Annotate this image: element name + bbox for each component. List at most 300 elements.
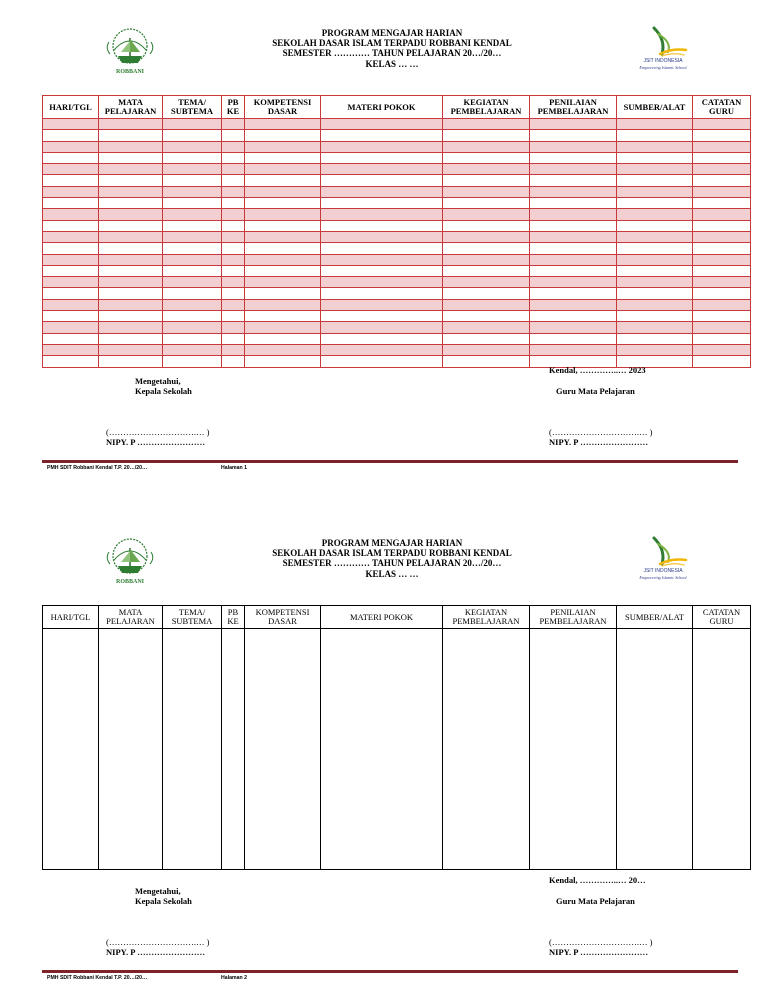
- table-cell: [530, 265, 617, 276]
- teacher-signature: (………………………….… ): [549, 427, 653, 437]
- table-cell: [163, 119, 222, 130]
- table-cell: [245, 265, 321, 276]
- table-cell: [245, 198, 321, 209]
- table-cell: [693, 277, 751, 288]
- table-cell: [321, 152, 443, 163]
- table-cell: [530, 186, 617, 197]
- footer-divider: [42, 970, 738, 973]
- title-line-1: PROGRAM MENGAJAR HARIAN: [321, 28, 463, 38]
- jsit-logo: [632, 534, 694, 584]
- table-cell: [693, 119, 751, 130]
- table-cell: [321, 164, 443, 175]
- table-cell: [443, 209, 530, 220]
- table-row: [43, 130, 751, 141]
- table-cell: [222, 175, 245, 186]
- footer-doc-name: PMH SDIT Robbani Kendal T.P. 20…/20…: [47, 465, 148, 471]
- table-cell: [443, 186, 530, 197]
- table-row: [43, 333, 751, 344]
- table-cell: [99, 175, 163, 186]
- table-cell: [443, 344, 530, 355]
- table-cell: [530, 220, 617, 231]
- table-cell: [222, 164, 245, 175]
- table-cell: [693, 164, 751, 175]
- table-cell: [43, 254, 99, 265]
- table-cell: [99, 164, 163, 175]
- footer-divider: [42, 460, 738, 463]
- table-cell: [222, 629, 245, 870]
- table-cell: [245, 254, 321, 265]
- table-cell: [99, 254, 163, 265]
- table-body: [43, 629, 751, 870]
- table-cell: [43, 209, 99, 220]
- document-page-1: [0, 0, 768, 480]
- table-cell: [222, 152, 245, 163]
- table-cell: [617, 198, 693, 209]
- table-cell: [617, 288, 693, 299]
- table-cell: [99, 231, 163, 242]
- table-cell: [693, 220, 751, 231]
- date-line: Kendal, …………..… 2023: [549, 365, 646, 375]
- table-cell: [99, 288, 163, 299]
- principal-signature: (………………………….… ): [106, 937, 210, 947]
- table-cell: [245, 186, 321, 197]
- table-header-row: [43, 96, 751, 119]
- table-cell: [245, 119, 321, 130]
- title-line-3: SEMESTER ………… TAHUN PELAJARAN 20…/20…: [282, 558, 502, 569]
- table-cell: [693, 152, 751, 163]
- table-cell: [43, 288, 99, 299]
- table-cell: [321, 322, 443, 333]
- acknowledged-block: Mengetahui, Kepala Sekolah: [135, 886, 192, 906]
- table-cell: [617, 186, 693, 197]
- table-cell: [99, 119, 163, 130]
- table-cell: [443, 356, 530, 367]
- col-header-penilaian: PENILAIAN PEMBELAJARAN: [530, 606, 617, 629]
- table-cell: [530, 130, 617, 141]
- table-cell: [222, 231, 245, 242]
- table-cell: [530, 629, 617, 870]
- table-cell: [99, 141, 163, 152]
- table-cell: [43, 629, 99, 870]
- col-header-kegiatan: KEGIATAN PEMBELAJARAN: [443, 96, 530, 119]
- table-cell: [43, 265, 99, 276]
- table-cell: [321, 344, 443, 355]
- table-cell: [321, 277, 443, 288]
- table-cell: [222, 243, 245, 254]
- table-cell: [443, 231, 530, 242]
- table-cell: [222, 141, 245, 152]
- table-cell: [163, 164, 222, 175]
- table-cell: [222, 277, 245, 288]
- table-row: [43, 344, 751, 355]
- table-cell: [99, 277, 163, 288]
- table-cell: [99, 209, 163, 220]
- table-cell: [321, 209, 443, 220]
- table-cell: [443, 152, 530, 163]
- table-cell: [99, 152, 163, 163]
- table-cell: [693, 333, 751, 344]
- table-cell: [163, 299, 222, 310]
- table-cell: [617, 231, 693, 242]
- table-cell: [530, 141, 617, 152]
- table-cell: [245, 333, 321, 344]
- table-cell: [163, 243, 222, 254]
- jsit-logo-text: JSIT INDONESIA: [643, 58, 683, 64]
- table-cell: [163, 130, 222, 141]
- table-cell: [43, 277, 99, 288]
- table-cell: [617, 299, 693, 310]
- document-header: [200, 538, 584, 579]
- table-cell: [443, 220, 530, 231]
- table-cell: [321, 175, 443, 186]
- table-row: [43, 175, 751, 186]
- table-cell: [693, 344, 751, 355]
- table-row: [43, 299, 751, 310]
- acknowledged-block: Mengetahui, Kepala Sekolah: [135, 376, 192, 396]
- table-cell: [222, 186, 245, 197]
- table-cell: [43, 130, 99, 141]
- table-cell: [693, 209, 751, 220]
- table-cell: [321, 265, 443, 276]
- table-cell: [443, 254, 530, 265]
- table-cell: [321, 243, 443, 254]
- svg-text:ROBBANI: ROBBANI: [115, 579, 145, 585]
- table-cell: [245, 231, 321, 242]
- table-cell: [245, 209, 321, 220]
- table-header-row: [43, 606, 751, 629]
- table-cell: [693, 141, 751, 152]
- table-cell: [693, 356, 751, 367]
- table-cell: [163, 288, 222, 299]
- table-cell: [222, 322, 245, 333]
- table-cell: [43, 220, 99, 231]
- table-cell: [99, 322, 163, 333]
- table-cell: [617, 629, 693, 870]
- table-cell: [321, 231, 443, 242]
- lesson-plan-table-1: [42, 95, 751, 368]
- table-cell: [163, 186, 222, 197]
- table-cell: [245, 629, 321, 870]
- table-cell: [693, 311, 751, 322]
- table-cell: [443, 322, 530, 333]
- teacher-signature: (………………………….… ): [549, 937, 653, 947]
- table-cell: [617, 277, 693, 288]
- table-cell: [443, 198, 530, 209]
- col-header-kegiatan: KEGIATAN PEMBELAJARAN: [443, 606, 530, 629]
- table-cell: [222, 198, 245, 209]
- table-row: [43, 186, 751, 197]
- document-header: [200, 28, 584, 69]
- table-cell: [617, 130, 693, 141]
- table-cell: [530, 175, 617, 186]
- table-cell: [163, 311, 222, 322]
- table-cell: [443, 119, 530, 130]
- table-cell: [245, 344, 321, 355]
- table-cell: [443, 265, 530, 276]
- table-cell: [617, 344, 693, 355]
- col-header-catatan-guru: CATATAN GURU: [693, 96, 751, 119]
- table-cell: [693, 231, 751, 242]
- table-cell: [321, 198, 443, 209]
- table-cell: [99, 629, 163, 870]
- table-cell: [321, 186, 443, 197]
- table-cell: [617, 333, 693, 344]
- lesson-plan-table-2: [42, 605, 751, 870]
- table-row: [43, 164, 751, 175]
- table-cell: [99, 311, 163, 322]
- table-cell: [443, 299, 530, 310]
- table-cell: [321, 299, 443, 310]
- table-cell: [43, 231, 99, 242]
- table-row: [43, 265, 751, 276]
- title-line-2: SEKOLAH DASAR ISLAM TERPADU ROBBANI KENDAL: [272, 548, 512, 559]
- table-cell: [43, 333, 99, 344]
- table-cell: [222, 119, 245, 130]
- table-cell: [222, 130, 245, 141]
- table-cell: [530, 299, 617, 310]
- table-cell: [617, 119, 693, 130]
- table-cell: [43, 175, 99, 186]
- col-header-sumber-alat: SUMBER/ALAT: [617, 606, 693, 629]
- table-cell: [617, 209, 693, 220]
- table-cell: [321, 356, 443, 367]
- table-cell: [617, 254, 693, 265]
- table-cell: [245, 130, 321, 141]
- title-line-4: KELAS … …: [365, 58, 419, 69]
- col-header-hari-tgl: HARI/TGL: [43, 96, 99, 119]
- table-cell: [443, 243, 530, 254]
- table-cell: [99, 130, 163, 141]
- title-line-2: SEKOLAH DASAR ISLAM TERPADU ROBBANI KENDAL: [272, 38, 512, 49]
- col-header-tema-subtema: TEMA/ SUBTEMA: [163, 96, 222, 119]
- table-cell: [530, 243, 617, 254]
- table-cell: [530, 209, 617, 220]
- table-cell: [530, 231, 617, 242]
- table-cell: [245, 141, 321, 152]
- table-cell: [693, 322, 751, 333]
- table-cell: [321, 119, 443, 130]
- table-cell: [43, 186, 99, 197]
- table-cell: [43, 299, 99, 310]
- robbani-logo: [100, 26, 160, 76]
- table-cell: [163, 209, 222, 220]
- col-header-tema-subtema: TEMA/ SUBTEMA: [163, 606, 222, 629]
- table-cell: [693, 186, 751, 197]
- table-cell: [163, 152, 222, 163]
- table-cell: [99, 265, 163, 276]
- col-header-kompetensi-dasar: KOMPETENSI DASAR: [245, 96, 321, 119]
- table-cell: [443, 130, 530, 141]
- table-row: [43, 152, 751, 163]
- table-cell: [443, 175, 530, 186]
- table-cell: [99, 356, 163, 367]
- table-body: [43, 119, 751, 368]
- col-header-mata-pelajaran: MATA PELAJARAN: [99, 606, 163, 629]
- table-cell: [245, 277, 321, 288]
- table-cell: [245, 299, 321, 310]
- table-cell: [443, 311, 530, 322]
- table-row: [43, 231, 751, 242]
- table-cell: [693, 175, 751, 186]
- table-cell: [530, 164, 617, 175]
- table-cell: [530, 344, 617, 355]
- table-cell: [617, 322, 693, 333]
- principal-signature: (………………………….… ): [106, 427, 210, 437]
- title-line-1: PROGRAM MENGAJAR HARIAN: [321, 538, 463, 548]
- table-cell: [99, 333, 163, 344]
- table-cell: [222, 299, 245, 310]
- table-cell: [163, 254, 222, 265]
- table-cell: [693, 288, 751, 299]
- table-row: [43, 243, 751, 254]
- footer-doc-name: PMH SDIT Robbani Kendal T.P. 20…/20…: [47, 975, 148, 981]
- teacher-nipy: NIPY. P ……………………: [549, 947, 649, 957]
- col-header-materi-pokok: MATERI POKOK: [321, 96, 443, 119]
- table-cell: [245, 356, 321, 367]
- table-row: [43, 288, 751, 299]
- table-cell: [163, 231, 222, 242]
- table-cell: [321, 333, 443, 344]
- table-cell: [43, 311, 99, 322]
- col-header-materi-pokok: MATERI POKOK: [321, 606, 443, 629]
- table-cell: [222, 254, 245, 265]
- table-cell: [693, 629, 751, 870]
- table-cell: [617, 152, 693, 163]
- title-line-3: SEMESTER ………… TAHUN PELAJARAN 20…/20…: [282, 48, 502, 59]
- table-cell: [163, 333, 222, 344]
- title-line-4: KELAS … …: [365, 568, 419, 579]
- table-cell: [693, 254, 751, 265]
- table-cell: [617, 243, 693, 254]
- table-cell: [617, 164, 693, 175]
- table-cell: [693, 198, 751, 209]
- table-cell: [443, 288, 530, 299]
- table-cell: [321, 288, 443, 299]
- table-cell: [321, 254, 443, 265]
- teacher-nipy: NIPY. P ……………………: [549, 437, 649, 447]
- table-cell: [245, 220, 321, 231]
- table-cell: [163, 629, 222, 870]
- table-cell: [321, 141, 443, 152]
- table-cell: [163, 220, 222, 231]
- table-cell: [222, 344, 245, 355]
- footer-page-number: Halaman 2: [221, 975, 247, 981]
- teacher-label: Guru Mata Pelajaran: [556, 386, 635, 396]
- table-cell: [43, 119, 99, 130]
- table-row: [43, 277, 751, 288]
- table-cell: [43, 344, 99, 355]
- table-cell: [99, 186, 163, 197]
- table-cell: [43, 198, 99, 209]
- table-cell: [163, 198, 222, 209]
- table-cell: [245, 152, 321, 163]
- table-row: [43, 254, 751, 265]
- table-cell: [163, 265, 222, 276]
- table-row: [43, 209, 751, 220]
- col-header-mata-pelajaran: MATA PELAJARAN: [99, 96, 163, 119]
- table-cell: [321, 311, 443, 322]
- table-cell: [222, 356, 245, 367]
- table-cell: [99, 220, 163, 231]
- table-cell: [321, 629, 443, 870]
- table-cell: [99, 344, 163, 355]
- principal-nipy: NIPY. P ……………………: [106, 947, 206, 957]
- table-cell: [163, 141, 222, 152]
- table-cell: [99, 198, 163, 209]
- table-row: [43, 119, 751, 130]
- table-cell: [443, 164, 530, 175]
- table-row: [43, 311, 751, 322]
- table-cell: [530, 277, 617, 288]
- svg-text:ROBBANI: ROBBANI: [115, 69, 145, 75]
- table-cell: [99, 299, 163, 310]
- table-cell: [99, 243, 163, 254]
- table-cell: [245, 243, 321, 254]
- table-cell: [321, 130, 443, 141]
- table-cell: [530, 254, 617, 265]
- table-cell: [530, 311, 617, 322]
- table-cell: [163, 175, 222, 186]
- table-cell: [163, 277, 222, 288]
- footer-page-number: Halaman 1: [221, 465, 247, 471]
- table-cell: [617, 141, 693, 152]
- table-cell: [530, 119, 617, 130]
- col-header-hari-tgl: HARI/TGL: [43, 606, 99, 629]
- table-cell: [43, 356, 99, 367]
- table-cell: [617, 265, 693, 276]
- table-cell: [163, 322, 222, 333]
- table-cell: [222, 311, 245, 322]
- jsit-logo-tagline: Empowering Islamic School: [639, 65, 687, 70]
- table-cell: [693, 265, 751, 276]
- table-cell: [617, 175, 693, 186]
- table-row: [43, 629, 751, 870]
- table-cell: [530, 152, 617, 163]
- table-cell: [617, 311, 693, 322]
- table-cell: [693, 243, 751, 254]
- table-cell: [245, 288, 321, 299]
- jsit-logo-tagline: Empowering Islamic School: [639, 575, 687, 580]
- table-cell: [43, 243, 99, 254]
- col-header-catatan-guru: CATATAN GURU: [693, 606, 751, 629]
- table-cell: [163, 344, 222, 355]
- col-header-kompetensi-dasar: KOMPETENSI DASAR: [245, 606, 321, 629]
- robbani-logo: [100, 536, 160, 586]
- table-row: [43, 198, 751, 209]
- table-row: [43, 220, 751, 231]
- table-cell: [222, 265, 245, 276]
- jsit-logo: [632, 24, 694, 74]
- table-cell: [443, 333, 530, 344]
- col-header-penilaian: PENILAIAN PEMBELAJARAN: [530, 96, 617, 119]
- table-cell: [617, 220, 693, 231]
- table-cell: [245, 175, 321, 186]
- table-cell: [443, 277, 530, 288]
- principal-nipy: NIPY. P ……………………: [106, 437, 206, 447]
- col-header-pb-ke: PB KE: [222, 96, 245, 119]
- table-cell: [222, 288, 245, 299]
- jsit-logo-text: JSIT INDONESIA: [643, 568, 683, 574]
- table-cell: [693, 130, 751, 141]
- col-header-pb-ke: PB KE: [222, 606, 245, 629]
- table-cell: [222, 333, 245, 344]
- table-cell: [443, 141, 530, 152]
- table-row: [43, 141, 751, 152]
- table-cell: [245, 311, 321, 322]
- table-cell: [43, 152, 99, 163]
- table-row: [43, 322, 751, 333]
- table-cell: [163, 356, 222, 367]
